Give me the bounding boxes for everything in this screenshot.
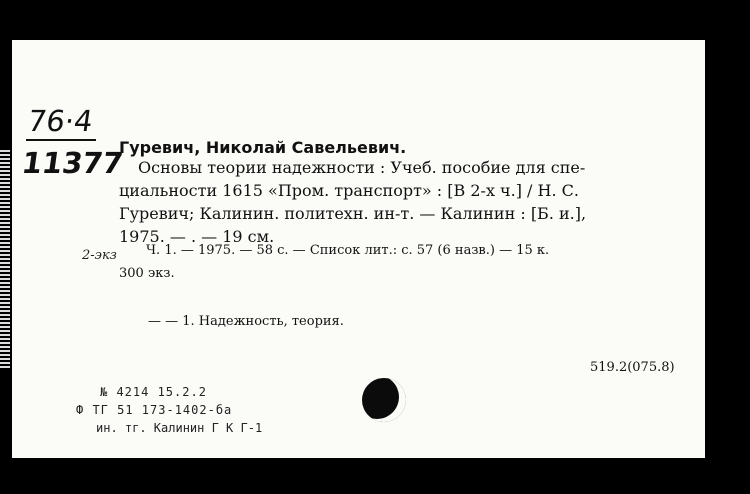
title-line-1: Основы теории надежности : Учеб. пособие для спе-: [138, 158, 586, 177]
accession-number: 11377: [19, 146, 126, 180]
handwritten-copies-mark: 2-экз: [82, 248, 117, 263]
punch-hole: [362, 378, 406, 422]
title-line-4: 1975. — . — 19 см.: [119, 227, 275, 246]
shelfmark: 76·4: [25, 104, 95, 138]
imprint-line-1: № 4214 15.2.2: [100, 385, 207, 399]
shelfmark-underline: [26, 139, 96, 141]
part-description: Ч. 1. — 1975. — 58 с. — Список лит.: с. 57 (6 назв.) — 15 к.: [146, 243, 550, 258]
imprint-line-3: ин. тг. Калинин Г К Г-1: [96, 421, 263, 435]
subject-tracing: — — 1. Надежность, теория.: [148, 314, 344, 329]
title-line-2: циальности 1615 «Пром. транспорт» : [В 2-х ч.] / Н. С.: [119, 181, 579, 200]
author-heading: Гуревич, Николай Савельевич.: [119, 138, 407, 157]
card-edge: [0, 150, 10, 370]
udc-classification: 519.2(075.8): [590, 360, 675, 375]
print-run: 300 экз.: [119, 266, 175, 281]
imprint-line-2: Ф ТГ 51 173-1402-ба: [76, 403, 233, 417]
title-line-3: Гуревич; Калинин. политехн. ин-т. — Калинин : [Б. и.],: [119, 204, 587, 223]
